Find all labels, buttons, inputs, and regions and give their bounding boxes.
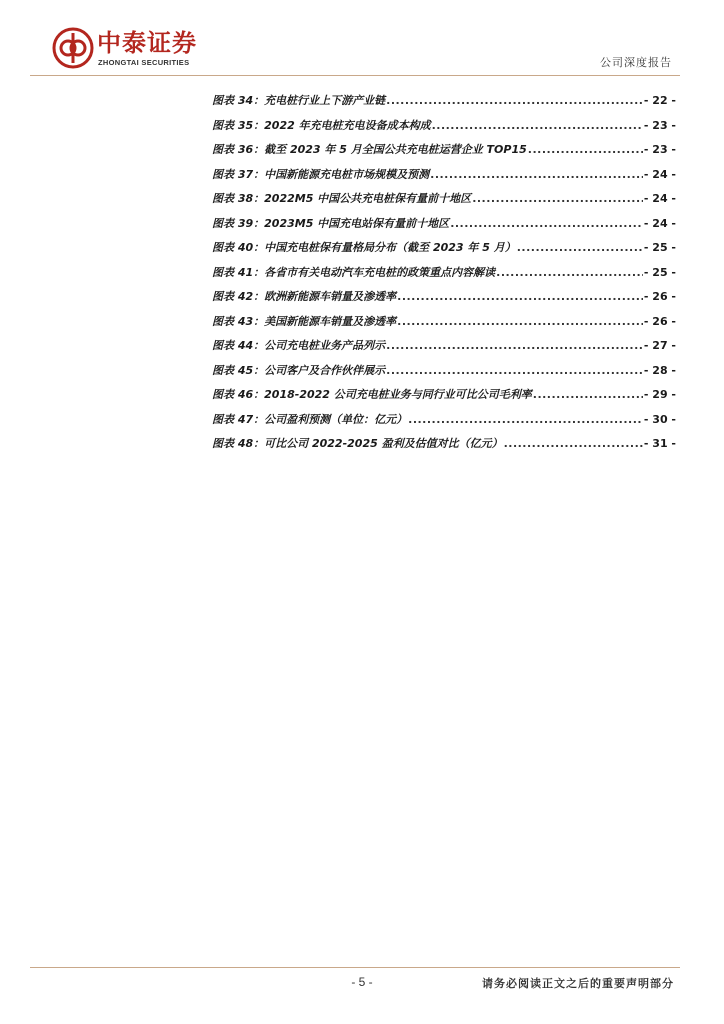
zhongtai-logo-icon (52, 27, 94, 69)
toc-entry-title: 图表 47：公司盈利预测（单位：亿元） (212, 412, 408, 426)
company-logo (52, 27, 222, 73)
toc-entry-title: 图表 44：公司充电桩业务产品列示 (212, 339, 386, 352)
toc-entry-title: 图表 48：可比公司 2022-2025 盈利及估值对比（亿元） (212, 437, 503, 450)
toc-leader-dots (496, 266, 643, 279)
toc-entry-page: - 23 - (643, 118, 676, 132)
toc-entry[interactable] (212, 337, 676, 362)
figure-table-of-contents (212, 92, 676, 460)
toc-leader-dots (397, 290, 643, 303)
toc-entry[interactable] (212, 362, 676, 387)
toc-leader-dots (533, 388, 643, 401)
toc-entry-title: 图表 43：美国新能源车销量及渗透率 (212, 314, 397, 328)
report-type-label: 公司深度报告 (600, 56, 672, 69)
toc-entry-page: - 23 - (643, 143, 676, 156)
toc-entry[interactable] (212, 411, 676, 436)
page-header (0, 0, 724, 80)
toc-entry-title: 图表 34：充电桩行业上下游产业链 (212, 94, 386, 107)
toc-leader-dots (517, 241, 643, 254)
toc-entry-page: - 28 - (643, 363, 676, 377)
toc-entry-title: 图表 38：2022M5 中国公共充电桩保有量前十地区 (212, 192, 472, 205)
footer-divider (30, 967, 680, 968)
toc-entry-title: 图表 41：各省市有关电动汽车充电桩的政策重点内容解读 (212, 265, 496, 279)
toc-leader-dots (430, 168, 643, 181)
toc-entry[interactable] (212, 264, 676, 289)
toc-leader-dots (408, 413, 643, 426)
toc-entry-page: - 24 - (643, 192, 676, 205)
toc-entry[interactable] (212, 190, 676, 215)
toc-entry-title: 图表 42：欧洲新能源车销量及渗透率 (212, 290, 397, 303)
logo-chinese-name: 中泰证券 (97, 29, 197, 57)
toc-entry[interactable] (212, 435, 676, 460)
toc-leader-dots (528, 143, 643, 156)
toc-leader-dots (386, 364, 643, 377)
logo-english-name: ZHONGTAI SECURITIES (98, 58, 190, 67)
toc-entry-title: 图表 37：中国新能源充电桩市场规模及预测 (212, 167, 430, 181)
disclaimer-text: 请务必阅读正文之后的重要声明部分 (482, 977, 674, 990)
toc-entry-page: - 30 - (643, 412, 676, 426)
toc-leader-dots (432, 119, 643, 132)
toc-entry-page: - 26 - (643, 314, 676, 328)
toc-entry[interactable] (212, 166, 676, 191)
toc-entry-page: - 25 - (643, 241, 676, 254)
toc-entry[interactable] (212, 117, 676, 142)
toc-entry[interactable] (212, 239, 676, 264)
toc-entry-page: - 26 - (643, 290, 676, 303)
toc-entry[interactable] (212, 215, 676, 240)
toc-entry[interactable] (212, 288, 676, 313)
toc-leader-dots (386, 339, 643, 352)
toc-leader-dots (472, 192, 643, 205)
toc-entry-title: 图表 46：2018-2022 公司充电桩业务与同行业可比公司毛利率 (212, 388, 532, 401)
toc-entry-page: - 27 - (643, 339, 676, 352)
toc-entry-page: - 24 - (643, 216, 676, 230)
toc-entry-page: - 31 - (643, 437, 676, 450)
toc-entry-page: - 29 - (643, 388, 676, 401)
header-divider (30, 75, 680, 76)
toc-entry[interactable] (212, 386, 676, 411)
toc-entry-page: - 24 - (643, 167, 676, 181)
toc-leader-dots (504, 437, 643, 450)
toc-entry-title: 图表 39：2023M5 中国充电站保有量前十地区 (212, 216, 450, 230)
toc-entry-page: - 25 - (643, 265, 676, 279)
toc-entry[interactable] (212, 92, 676, 117)
toc-entry-title: 图表 45：公司客户及合作伙伴展示 (212, 363, 386, 377)
toc-entry-page: - 22 - (643, 94, 676, 107)
toc-entry-title: 图表 36：截至 2023 年 5 月全国公共充电桩运营企业 TOP15 (212, 143, 527, 156)
toc-entry[interactable] (212, 141, 676, 166)
toc-leader-dots (386, 94, 643, 107)
toc-entry-title: 图表 40：中国充电桩保有量格局分布（截至 2023 年 5 月） (212, 241, 516, 254)
page-number: - 5 - (351, 975, 373, 989)
toc-leader-dots (397, 315, 643, 328)
toc-entry[interactable] (212, 313, 676, 338)
toc-entry-title: 图表 35：2022 年充电桩充电设备成本构成 (212, 118, 431, 132)
toc-leader-dots (450, 217, 643, 230)
